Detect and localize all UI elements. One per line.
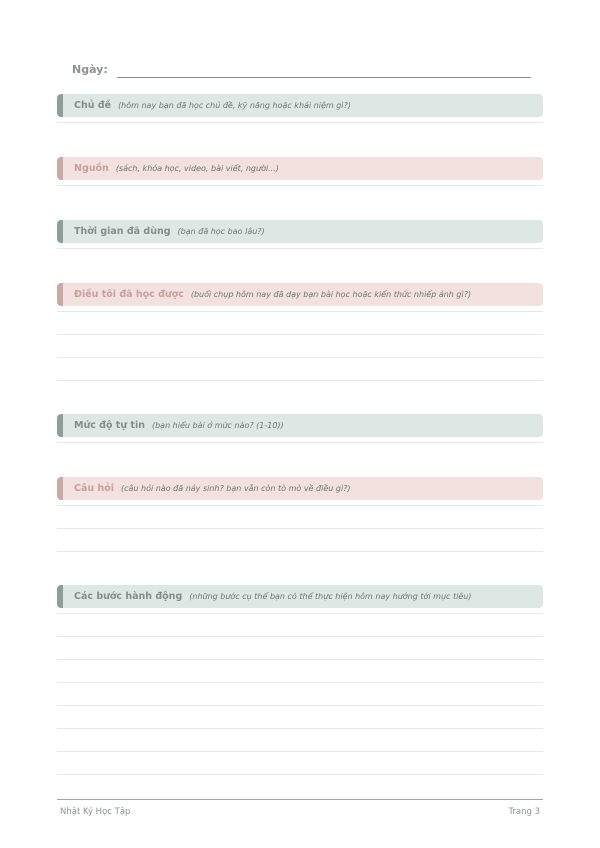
date-line[interactable]: [117, 77, 531, 78]
section-hint: (buổi chụp hôm nay đã dạy bạn bài học hoặc kiến thức nhiếp ảnh gì?): [190, 290, 472, 299]
footer-journal-title: Nhật Ký Học Tập: [60, 807, 131, 817]
write-line[interactable]: [57, 705, 543, 706]
accent-bar: [57, 220, 63, 243]
accent-bar: [57, 477, 63, 500]
write-line[interactable]: [57, 248, 543, 249]
section-hint: (hôm nay bạn đã học chủ đề, kỹ năng hoặc khái niệm gì?): [118, 101, 351, 110]
accent-bar: [57, 414, 63, 437]
write-line[interactable]: [57, 659, 543, 660]
write-line[interactable]: [57, 505, 543, 506]
section-hint: (bạn hiểu bài ở mức nào? (1-10)): [151, 421, 284, 430]
section-title: Câu hỏi: [74, 483, 114, 494]
accent-bar: [57, 157, 63, 180]
write-line[interactable]: [57, 442, 543, 443]
write-line[interactable]: [57, 311, 543, 312]
accent-bar: [57, 283, 63, 306]
accent-bar: [57, 585, 63, 608]
accent-bar: [57, 94, 63, 117]
section-title: Chủ đề: [74, 100, 112, 111]
footer-page-number: Trang 3: [508, 807, 540, 817]
write-line[interactable]: [57, 334, 543, 335]
section-header-source: [57, 157, 543, 180]
write-line[interactable]: [57, 380, 543, 381]
section-hint: (sách, khóa học, video, bài viết, người...): [115, 164, 279, 173]
write-line[interactable]: [57, 122, 543, 123]
write-line[interactable]: [57, 751, 543, 752]
write-line[interactable]: [57, 357, 543, 358]
section-header-time-spent: [57, 220, 543, 243]
write-line[interactable]: [57, 682, 543, 683]
date-label: Ngày:: [72, 63, 108, 76]
section-title: Mức độ tự tin: [74, 420, 145, 431]
section-hint: (câu hỏi nào đã nảy sinh? bạn vẫn còn tò mò về điều gì?): [121, 484, 351, 493]
write-line[interactable]: [57, 551, 543, 552]
section-title: Thời gian đã dùng: [74, 226, 171, 237]
write-line[interactable]: [57, 774, 543, 775]
section-header-learned: [57, 283, 543, 306]
write-line[interactable]: [57, 728, 543, 729]
write-line[interactable]: [57, 185, 543, 186]
section-title: Các bước hành động: [74, 591, 183, 602]
section-hint: (bạn đã học bao lâu?): [177, 227, 265, 236]
section-header-confidence: [57, 414, 543, 437]
write-line[interactable]: [57, 636, 543, 637]
section-header-questions: [57, 477, 543, 500]
write-line[interactable]: [57, 528, 543, 529]
section-header-topic: [57, 94, 543, 117]
section-title: Điều tôi đã học được: [74, 289, 184, 300]
write-line[interactable]: [57, 613, 543, 614]
section-hint: (những bước cụ thể bạn có thể thực hiện hôm nay hướng tới mục tiêu): [189, 592, 472, 601]
footer-rule: [57, 799, 543, 800]
section-title: Nguồn: [74, 163, 109, 174]
section-header-action-steps: [57, 585, 543, 608]
